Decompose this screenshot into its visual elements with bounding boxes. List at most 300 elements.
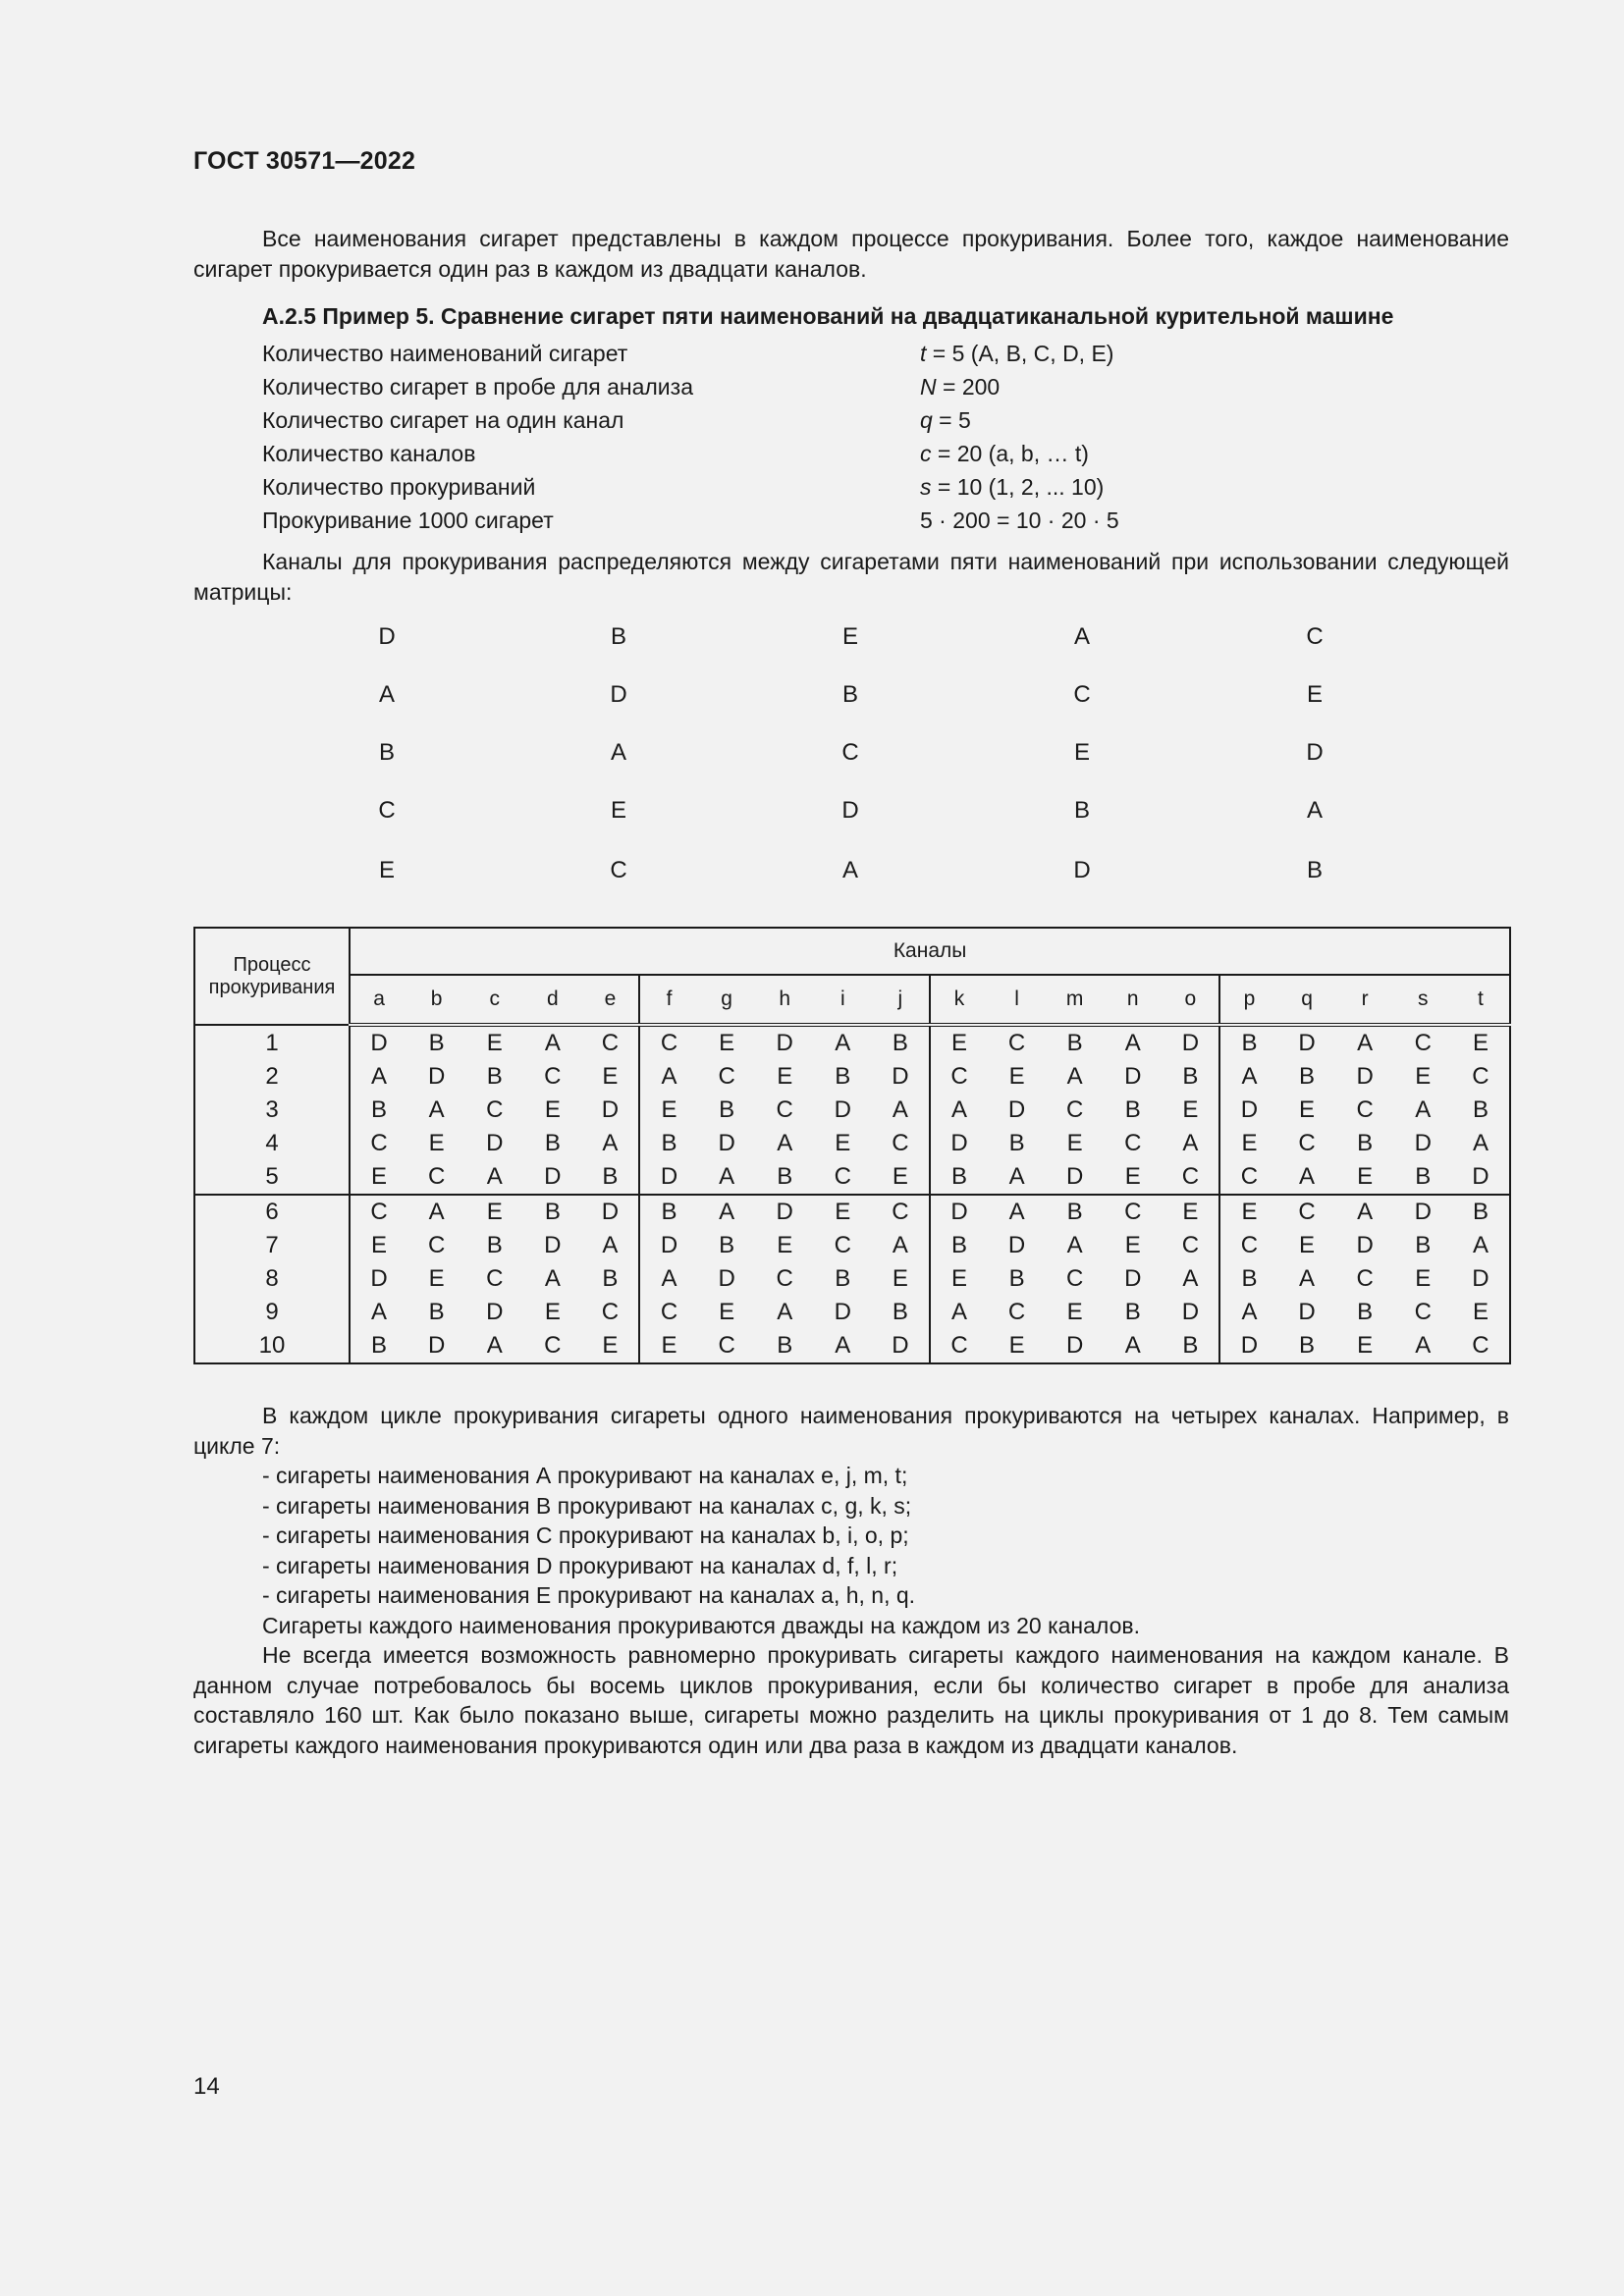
table-row xyxy=(194,1025,1510,1060)
table-cell: C xyxy=(486,1096,504,1123)
table-cell: E xyxy=(350,1229,407,1262)
process-number-cell: 10 xyxy=(194,1329,350,1363)
matrix-cell: E xyxy=(378,857,395,883)
table-cell: E xyxy=(1008,1063,1025,1090)
table-cell: A xyxy=(1219,1296,1277,1329)
document-header: ГОСТ 30571—2022 xyxy=(193,147,416,175)
table-cell: A xyxy=(719,1199,735,1225)
channel-header-cell: l xyxy=(988,975,1046,1025)
table-cell: E xyxy=(777,1232,793,1258)
table-row xyxy=(194,1329,1510,1363)
table-cell: A xyxy=(465,1329,523,1363)
table-cell: B xyxy=(486,1063,503,1090)
table-cell: C xyxy=(1452,1329,1510,1363)
channel-header-cell: q xyxy=(1278,975,1336,1025)
table-cell: E xyxy=(602,1063,619,1090)
table-cell: A xyxy=(1452,1229,1510,1262)
table-cell: B xyxy=(1066,1030,1083,1056)
table-cell: C xyxy=(1007,1030,1026,1056)
table-cell: C xyxy=(1124,1130,1142,1156)
table-cell: D xyxy=(639,1160,697,1195)
table-cell: B xyxy=(1415,1232,1432,1258)
channel-header-cell: s xyxy=(1394,975,1452,1025)
table-cell: D xyxy=(834,1096,851,1123)
table-cell: E xyxy=(930,1262,988,1296)
parameter-label: Количество прокуриваний xyxy=(262,474,536,500)
channel-header-cell: a xyxy=(350,975,407,1025)
channels-header: Каналы xyxy=(350,928,1510,975)
channel-header-cell: h xyxy=(756,975,814,1025)
channel-header-cell: p xyxy=(1219,975,1277,1025)
table-cell: B xyxy=(428,1030,445,1056)
table-cell: D xyxy=(1298,1299,1316,1325)
table-cell: E xyxy=(1299,1096,1316,1123)
table-cell: E xyxy=(1104,1160,1162,1195)
table-cell: A xyxy=(544,1265,561,1292)
table-cell: D xyxy=(350,1262,407,1296)
table-cell: A xyxy=(1066,1063,1083,1090)
table-cell: A xyxy=(930,1296,988,1329)
table-cell: C xyxy=(814,1160,872,1195)
channel-header-cell: g xyxy=(698,975,756,1025)
process-number-cell: 1 xyxy=(194,1025,350,1060)
table-cell: C xyxy=(1162,1160,1219,1195)
channel-header-cell: n xyxy=(1104,975,1162,1025)
table-cell: E xyxy=(1219,1195,1277,1229)
table-cell: C xyxy=(639,1025,697,1060)
table-cell: C xyxy=(1356,1096,1374,1123)
table-cell: D xyxy=(892,1063,909,1090)
parameter-label: Прокуривание 1000 сигарет xyxy=(262,507,554,533)
table-cell: E xyxy=(1182,1199,1199,1225)
table-cell: D xyxy=(486,1299,504,1325)
table-cell: A xyxy=(1357,1030,1374,1056)
table-cell: B xyxy=(1394,1160,1452,1195)
parameter-value xyxy=(920,504,1119,537)
parameter-value xyxy=(920,337,1113,370)
channel-header-cell: e xyxy=(581,975,639,1025)
table-cell: A xyxy=(988,1160,1046,1195)
table-cell: B xyxy=(1162,1329,1219,1363)
table-cell: B xyxy=(581,1160,639,1195)
table-cell: E xyxy=(1336,1329,1394,1363)
table-cell: C xyxy=(1066,1265,1084,1292)
table-row xyxy=(194,1195,1510,1229)
matrix-cell: E xyxy=(841,623,858,650)
parameter-symbol: c xyxy=(920,441,932,466)
table-cell: C xyxy=(1219,1229,1277,1262)
table-cell: D xyxy=(834,1299,851,1325)
table-cell: E xyxy=(1066,1299,1083,1325)
table-cell: C xyxy=(523,1329,581,1363)
table-cell: C xyxy=(776,1265,793,1292)
table-cell: C xyxy=(1356,1265,1374,1292)
table-cell: E xyxy=(1066,1130,1083,1156)
table-cell: B xyxy=(1219,1262,1277,1296)
table-cell: B xyxy=(756,1160,814,1195)
table-cell: D xyxy=(1046,1160,1104,1195)
process-number-cell: 6 xyxy=(194,1195,350,1229)
table-cell: D xyxy=(544,1232,562,1258)
table-cell: C xyxy=(601,1030,620,1056)
channel-header-cell: j xyxy=(872,975,930,1025)
channel-header-cell: k xyxy=(930,975,988,1025)
table-cell: D xyxy=(776,1199,793,1225)
table-cell: B xyxy=(1278,1329,1336,1363)
table-cell: B xyxy=(428,1299,445,1325)
matrix-cell: A xyxy=(610,739,626,766)
table-cell: B xyxy=(892,1030,908,1056)
table-cell: B xyxy=(1182,1063,1199,1090)
table-cell: A xyxy=(1452,1127,1510,1160)
table-cell: B xyxy=(1299,1063,1316,1090)
table-cell: D xyxy=(1414,1130,1432,1156)
matrix-intro-paragraph: Каналы для прокуривания распределяются между сигаретами пяти наименований при использовании следующей матрицы: xyxy=(193,549,1509,605)
table-cell: A xyxy=(465,1160,523,1195)
matrix-cell: B xyxy=(610,623,626,650)
table-cell: A xyxy=(1299,1265,1316,1292)
table-cell: D xyxy=(1046,1329,1104,1363)
table-row xyxy=(194,1296,1510,1329)
table-cell: A xyxy=(1104,1329,1162,1363)
matrix-cell: A xyxy=(1073,623,1090,650)
table-cell: C xyxy=(930,1329,988,1363)
table-cell: E xyxy=(1299,1232,1316,1258)
table-cell: D xyxy=(427,1063,446,1090)
intro-paragraph: Все наименования сигарет представлены в каждом процессе прокуривания. Более того, каждое наименование сигарет прокуривается один раз в каждом из двадцати каналов. xyxy=(193,226,1509,282)
list-item: - сигареты наименования D прокуривают на каналах d, f, l, r; xyxy=(262,1552,898,1578)
table-cell: B xyxy=(639,1127,697,1160)
matrix-cell: C xyxy=(1306,623,1324,650)
table-cell: C xyxy=(486,1265,504,1292)
table-cell: E xyxy=(1124,1232,1141,1258)
parameter-expression: = 5 (A, B, C, D, E) xyxy=(926,341,1114,366)
table-cell: E xyxy=(544,1096,561,1123)
table-cell: D xyxy=(1124,1063,1142,1090)
table-cell: E xyxy=(1182,1096,1199,1123)
table-cell: A xyxy=(1182,1130,1199,1156)
matrix-cell: C xyxy=(610,857,627,883)
table-cell: B xyxy=(835,1265,851,1292)
table-cell: C xyxy=(1219,1160,1277,1195)
table-cell: E xyxy=(1415,1063,1432,1090)
table-cell: B xyxy=(602,1265,619,1292)
table-cell: B xyxy=(930,1229,988,1262)
table-cell: E xyxy=(486,1199,503,1225)
summary-paragraph: Сигареты каждого наименования прокуриваются дважды на каждом из 20 каналов. xyxy=(262,1613,1141,1638)
table-cell: B xyxy=(639,1195,697,1229)
table-cell: E xyxy=(719,1030,735,1056)
page-number: 14 xyxy=(193,2073,220,2100)
table-cell: A xyxy=(602,1232,619,1258)
process-number-cell: 7 xyxy=(194,1229,350,1262)
table-cell: A xyxy=(428,1096,445,1123)
matrix-cell: B xyxy=(378,739,395,766)
table-cell: D xyxy=(1452,1262,1510,1296)
table-cell: C xyxy=(1124,1199,1142,1225)
table-row xyxy=(194,1127,1510,1160)
table-cell: B xyxy=(1219,1025,1277,1060)
table-cell: E xyxy=(350,1160,407,1195)
process-number-cell: 2 xyxy=(194,1060,350,1094)
channel-header-cell: d xyxy=(523,975,581,1025)
table-row xyxy=(194,1262,1510,1296)
table-cell: A xyxy=(814,1329,872,1363)
table-cell: B xyxy=(892,1299,908,1325)
table-cell: B xyxy=(756,1329,814,1363)
table-cell: E xyxy=(930,1025,988,1060)
table-cell: A xyxy=(1182,1265,1199,1292)
table-cell: E xyxy=(544,1299,561,1325)
table-cell: D xyxy=(1219,1094,1277,1127)
parameter-symbol: N xyxy=(920,374,937,400)
table-cell: A xyxy=(1066,1232,1083,1258)
table-cell: C xyxy=(350,1127,407,1160)
table-cell: D xyxy=(1356,1232,1374,1258)
list-item: - сигареты наименования А прокуривают на каналах e, j, m, t; xyxy=(262,1463,908,1488)
table-cell: A xyxy=(777,1299,793,1325)
smoking-process-table xyxy=(193,927,1511,1364)
matrix-cell: B xyxy=(1073,797,1090,824)
table-cell: B xyxy=(1124,1299,1141,1325)
table-cell: D xyxy=(407,1329,465,1363)
table-cell: C xyxy=(930,1060,988,1094)
matrix-cell: A xyxy=(841,857,858,883)
table-cell: C xyxy=(1007,1299,1026,1325)
table-cell: C xyxy=(698,1329,756,1363)
parameter-value xyxy=(920,437,1089,470)
table-cell: A xyxy=(602,1130,619,1156)
table-cell: C xyxy=(1414,1299,1432,1325)
table-cell: B xyxy=(1357,1130,1374,1156)
matrix-cell: C xyxy=(841,739,859,766)
table-cell: D xyxy=(1181,1299,1200,1325)
table-cell: C xyxy=(1066,1096,1084,1123)
section-heading: А.2.5 Пример 5. Сравнение сигарет пяти наименований на двадцатиканальной курительной машине xyxy=(262,303,1394,329)
table-cell: E xyxy=(486,1030,503,1056)
table-cell: C xyxy=(544,1063,562,1090)
table-cell: A xyxy=(1415,1096,1432,1123)
process-column-header: Процесс прокуривания xyxy=(194,928,350,1025)
parameter-label: Количество каналов xyxy=(262,441,476,466)
table-cell: B xyxy=(1124,1096,1141,1123)
table-cell: B xyxy=(719,1232,735,1258)
channel-header-cell: r xyxy=(1336,975,1394,1025)
table-cell: A xyxy=(428,1199,445,1225)
table-cell: A xyxy=(1278,1160,1336,1195)
table-cell: B xyxy=(544,1130,561,1156)
parameter-symbol: t xyxy=(920,341,927,366)
table-cell: B xyxy=(350,1329,407,1363)
table-cell: B xyxy=(930,1160,988,1195)
table-cell: E xyxy=(719,1299,735,1325)
table-cell: C xyxy=(892,1199,909,1225)
table-cell: D xyxy=(486,1130,504,1156)
table-cell: E xyxy=(1415,1265,1432,1292)
table-cell: D xyxy=(930,1127,988,1160)
list-item: - сигареты наименования Е прокуривают на каналах a, h, n, q. xyxy=(262,1582,916,1608)
table-cell: A xyxy=(350,1060,407,1094)
channel-header-cell: b xyxy=(407,975,465,1025)
process-number-cell: 3 xyxy=(194,1094,350,1127)
matrix-cell: D xyxy=(1073,857,1091,883)
table-cell: E xyxy=(1452,1025,1510,1060)
table-cell: E xyxy=(892,1265,908,1292)
table-cell: A xyxy=(350,1296,407,1329)
table-cell: A xyxy=(698,1160,756,1195)
table-cell: E xyxy=(1336,1160,1394,1195)
table-cell: C xyxy=(407,1160,465,1195)
table-cell: D xyxy=(1414,1199,1432,1225)
process-number-cell: 9 xyxy=(194,1296,350,1329)
table-row xyxy=(194,1060,1510,1094)
parameter-expression: = 200 xyxy=(936,374,1001,400)
table-cell: C xyxy=(350,1195,407,1229)
channel-header-cell: m xyxy=(1046,975,1104,1025)
table-cell: E xyxy=(639,1094,697,1127)
matrix-cell: C xyxy=(378,797,396,824)
parameter-label: Количество сигарет на один канал xyxy=(262,407,624,433)
table-cell: A xyxy=(892,1096,908,1123)
closing-paragraph: Не всегда имеется возможность равномерно прокуривать сигареты каждого наименования на каждом канале. В данном случае потребовалось бы восемь циклов прокуривания, если бы количество сигарет в пробе для анализа составляло 160 шт. Как было показано выше, сигареты можно разделить на циклы прокуривания от 1 до 8. Тем самым сигареты каждого наименования прокуриваются один или два раза в каждом из двадцати каналов. xyxy=(193,1642,1509,1758)
matrix-cell: A xyxy=(1306,797,1323,824)
table-cell: B xyxy=(1357,1299,1374,1325)
matrix-cell: A xyxy=(378,681,395,708)
table-cell: E xyxy=(428,1130,445,1156)
parameter-expression: = 10 (1, 2, ... 10) xyxy=(931,474,1105,500)
table-cell: D xyxy=(350,1025,407,1060)
process-number-cell: 8 xyxy=(194,1262,350,1296)
parameter-label: Количество наименований сигарет xyxy=(262,341,628,366)
table-cell: C xyxy=(1181,1232,1200,1258)
table-cell: C xyxy=(718,1063,735,1090)
parameter-symbol: s xyxy=(920,474,932,500)
table-cell: C xyxy=(1414,1030,1432,1056)
parameter-expression: = 5 xyxy=(932,407,971,433)
table-cell: A xyxy=(930,1094,988,1127)
matrix-cell: D xyxy=(1306,739,1324,766)
table-cell: D xyxy=(1124,1265,1142,1292)
table-cell: B xyxy=(486,1232,503,1258)
table-cell: D xyxy=(601,1096,620,1123)
table-cell: B xyxy=(1008,1130,1025,1156)
table-cell: A xyxy=(892,1232,908,1258)
matrix-cell: B xyxy=(841,681,858,708)
table-cell: B xyxy=(1452,1094,1510,1127)
list-item: - сигареты наименования В прокуривают на каналах c, g, k, s; xyxy=(262,1492,912,1519)
table-cell: D xyxy=(872,1329,930,1363)
table-cell: E xyxy=(835,1199,851,1225)
process-number-cell: 4 xyxy=(194,1127,350,1160)
table-cell: A xyxy=(777,1130,793,1156)
table-row xyxy=(194,1229,1510,1262)
table-cell: E xyxy=(428,1265,445,1292)
table-cell: D xyxy=(718,1130,735,1156)
channel-header-cell: i xyxy=(814,975,872,1025)
table-cell: B xyxy=(835,1063,851,1090)
table-cell: D xyxy=(601,1199,620,1225)
matrix-cell: E xyxy=(1306,681,1323,708)
table-cell: D xyxy=(1007,1232,1026,1258)
table-cell: A xyxy=(1357,1199,1374,1225)
table-cell: A xyxy=(1219,1060,1277,1094)
table-cell: C xyxy=(776,1096,793,1123)
matrix-cell: D xyxy=(841,797,859,824)
matrix-cell: B xyxy=(1306,857,1323,883)
channel-header-cell: c xyxy=(465,975,523,1025)
after-table-paragraph: В каждом цикле прокуривания сигареты одного наименования прокуриваются на четырех каналах. Например, в цикле 7: xyxy=(193,1403,1509,1459)
cycle-7-list xyxy=(262,1461,915,1611)
table-cell: C xyxy=(1298,1130,1316,1156)
table-cell: E xyxy=(988,1329,1046,1363)
table-cell: B xyxy=(350,1094,407,1127)
table-cell: D xyxy=(1007,1096,1026,1123)
table-cell: C xyxy=(1452,1060,1510,1094)
parameter-value xyxy=(920,370,1000,403)
table-cell: C xyxy=(834,1232,851,1258)
table-cell: D xyxy=(1219,1329,1277,1363)
table-cell: D xyxy=(523,1160,581,1195)
matrix-cell: E xyxy=(1073,739,1090,766)
parameter-expression: 5 · 200 = 10 · 20 · 5 xyxy=(920,507,1119,533)
table-row xyxy=(194,1160,1510,1195)
matrix-cell: C xyxy=(1073,681,1091,708)
parameter-value xyxy=(920,403,971,437)
table-cell: E xyxy=(872,1160,930,1195)
parameter-expression: = 20 (a, b, … t) xyxy=(931,441,1089,466)
table-cell: C xyxy=(1298,1199,1316,1225)
table-cell: A xyxy=(1394,1329,1452,1363)
table-cell: C xyxy=(639,1296,697,1329)
process-number-cell: 5 xyxy=(194,1160,350,1195)
table-cell: E xyxy=(1452,1296,1510,1329)
table-cell: E xyxy=(777,1063,793,1090)
list-item: - сигареты наименования С прокуривают на каналах b, i, o, p; xyxy=(262,1522,909,1548)
matrix-cell: E xyxy=(610,797,626,824)
table-cell: A xyxy=(835,1030,851,1056)
table-cell: B xyxy=(544,1199,561,1225)
table-cell: A xyxy=(1008,1199,1025,1225)
table-cell: D xyxy=(718,1265,735,1292)
table-cell: D xyxy=(776,1030,793,1056)
table-row xyxy=(194,1094,1510,1127)
matrix-cell: D xyxy=(378,623,396,650)
table-cell: E xyxy=(639,1329,697,1363)
table-cell: E xyxy=(835,1130,851,1156)
parameter-value xyxy=(920,470,1104,504)
table-cell: A xyxy=(1124,1030,1141,1056)
table-cell: A xyxy=(544,1030,561,1056)
table-cell: C xyxy=(601,1299,620,1325)
channel-header-cell: f xyxy=(639,975,697,1025)
table-cell: A xyxy=(639,1262,697,1296)
table-cell: B xyxy=(719,1096,735,1123)
table-cell: D xyxy=(1452,1160,1510,1195)
matrix-cell: D xyxy=(610,681,627,708)
table-cell: B xyxy=(1452,1195,1510,1229)
channel-header-cell: t xyxy=(1452,975,1510,1025)
table-cell: E xyxy=(581,1329,639,1363)
channel-header-cell: o xyxy=(1162,975,1219,1025)
table-cell: D xyxy=(1356,1063,1374,1090)
table-cell: D xyxy=(930,1195,988,1229)
parameter-symbol: q xyxy=(920,407,933,433)
table-cell: E xyxy=(1219,1127,1277,1160)
table-cell: C xyxy=(427,1232,446,1258)
table-cell: B xyxy=(1066,1199,1083,1225)
table-cell: D xyxy=(1298,1030,1316,1056)
table-cell: C xyxy=(892,1130,909,1156)
